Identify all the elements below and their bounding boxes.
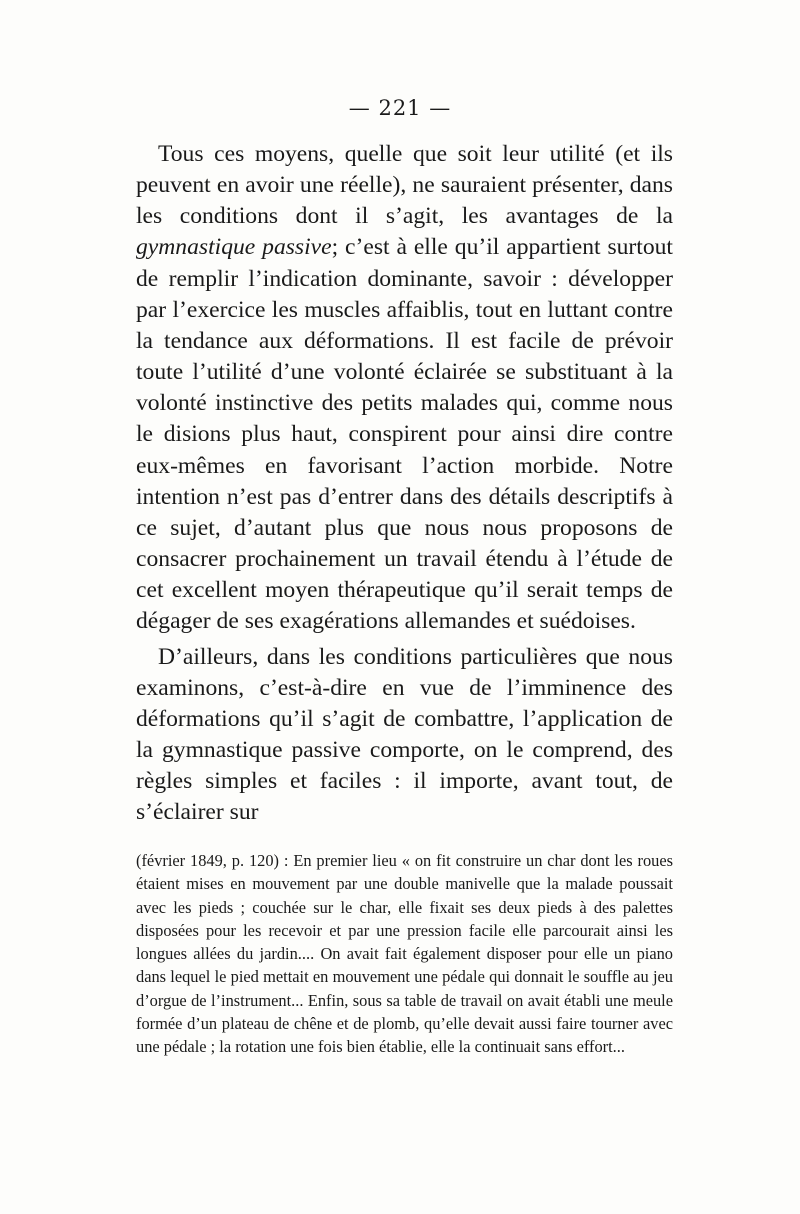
paragraph-2: D’ailleurs, dans les conditions particulières que nous examinons, c’est-à-dire en vue de l’imminence des déformations qu’il s’agit de combattre, l’application de la gymnastique passive comporte, on le comprend, des règles simples et faciles : il importe, avant tout, de s’éclairer sur (136, 643, 673, 826)
main-text (136, 139, 673, 828)
paragraph-1-start: Tous ces moyens, quelle que soit leur utilité (et ils peuvent en avoir une réelle), ne sauraient présenter, dans les conditions dont il s’agit, les avantages de la (136, 141, 673, 230)
page-number: — 221 — (348, 96, 452, 120)
paragraph-1-end: ; c’est à elle qu’il appartient surtout de remplir l’indication dominante, savoir : développer par l’exercice les muscles affaiblis, tout en luttant contre la tendance aux déformations. Il est facile de prévoir toute l’utilité d’une volonté éclairée se substituant à la volonté instinctive des petits malades qui, comme nous le disions plus haut, conspirent pour ainsi dire contre eux-mêmes en favorisant l’action morbide. Notre intention n’est pas d’entrer dans des détails descriptifs à ce sujet, d’autant plus que nous nous proposons de consacrer prochainement un travail étendu à l’étude de cet excellent moyen thérapeutique qu’il serait temps de dégager de ses exagérations allemandes et suédoises. (136, 234, 673, 635)
italic-term: gymnastique passive (136, 234, 332, 261)
footnote: (février 1849, p. 120) : En premier lieu « on fit construire un char dont les roues étaient mises en mouvement par une double manivelle que la malade poussait avec les pieds ; couchée sur le char, elle fixait ses deux pieds à des palettes disposées pour les recevoir et par une pression facile elle parcourait ainsi les longues allées du jardin.... On avait fait également disposer pour elle un piano dans lequel le pied mettait en mouvement une pédale qui donnait le souffle au jeu d’orgue de l’instrument... Enfin, sous sa table de travail on avait établi une meule formée d’un plateau de chêne et de plomb, qu’elle devait aussi faire tourner avec une pédale ; la rotation une fois bien établie, elle la continuait sans effort... (136, 851, 673, 1057)
paragraph-1 (136, 139, 673, 638)
